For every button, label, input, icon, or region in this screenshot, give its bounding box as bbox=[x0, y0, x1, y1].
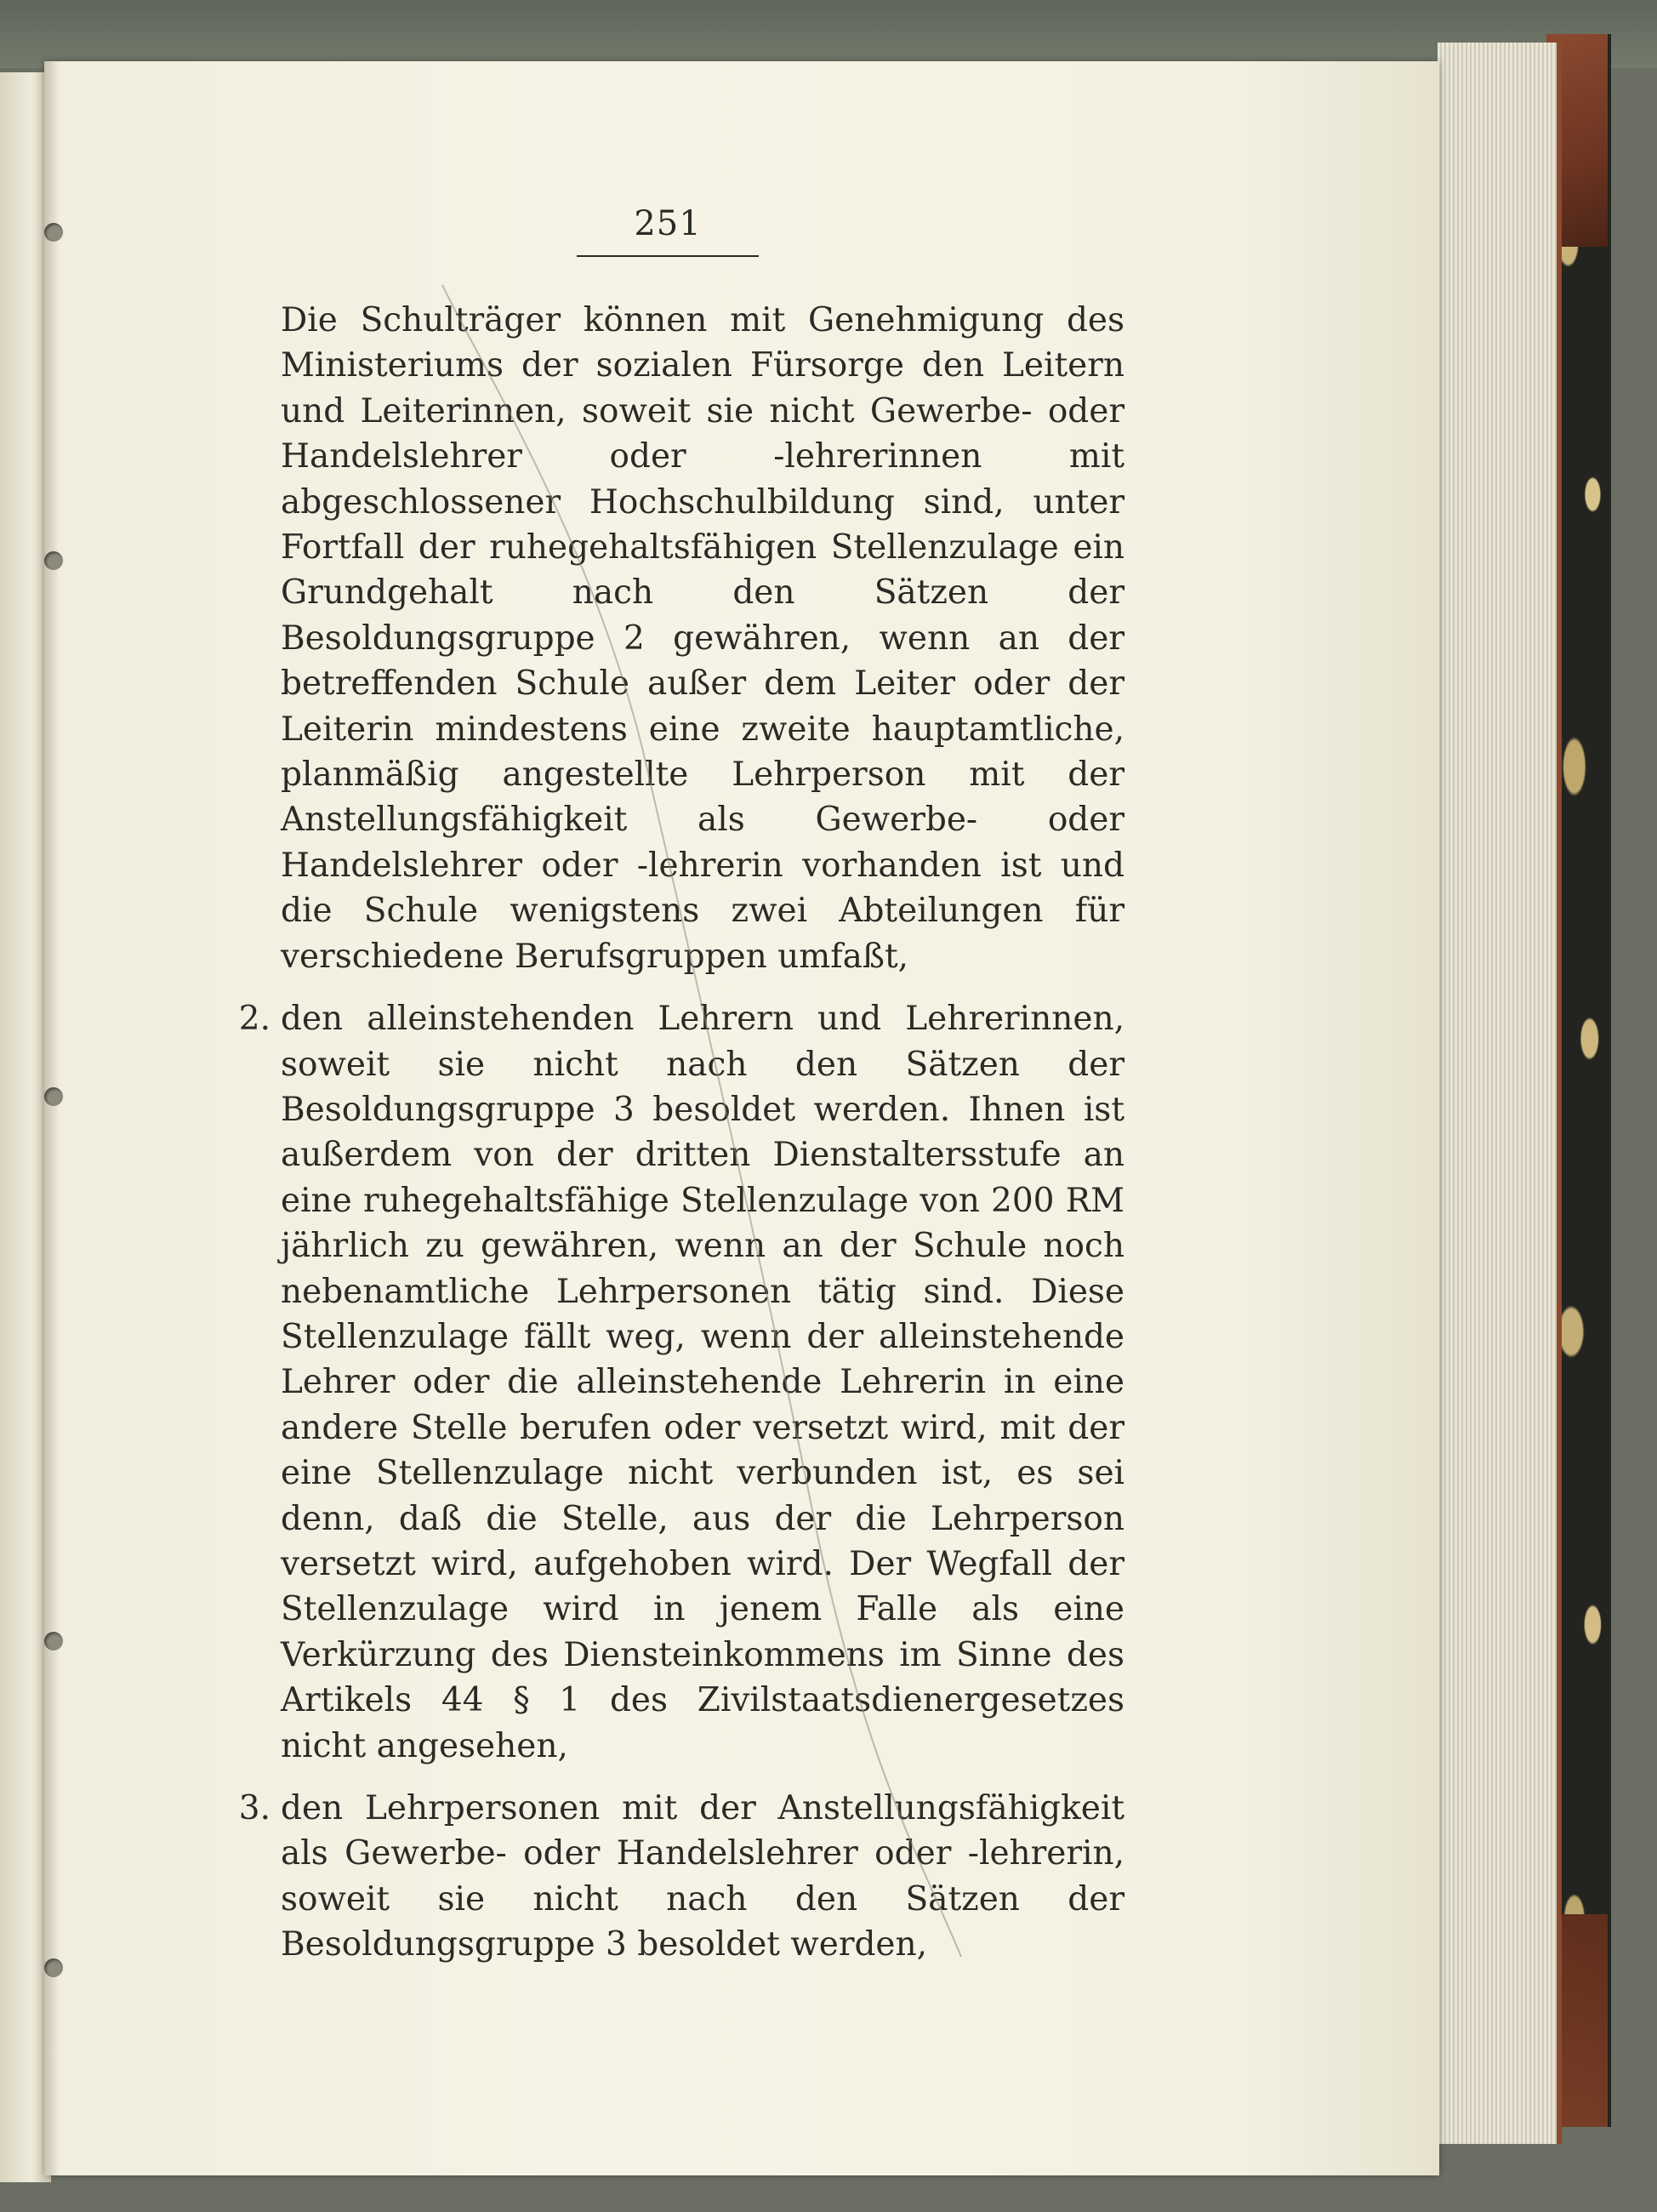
page-number: 251 bbox=[634, 204, 702, 243]
list-item-number: 3. bbox=[238, 1789, 270, 1827]
list-item-text: den Lehrpersonen mit der Anstellungsfähigkeit als Gewerbe- oder Handelslehrer oder -lehrerin, soweit sie nicht nach den Sätzen der Besoldungsgruppe 3 besoldet werden, bbox=[281, 1789, 1125, 1964]
list-item-number: 2. bbox=[238, 1000, 270, 1039]
binding-hole bbox=[44, 223, 63, 242]
list-item-text: den alleinstehenden Lehrern und Lehrerinnen, soweit sie nicht nach den Sätzen der Besoldungsgruppe 3 besoldet werden. Ihnen ist außerdem von der dritten Dienstaltersstufe an eine ruhegehaltsfähige Stellenzulage von 200 RM jährlich zu gewähren, wenn an der Schule noch nebenamtliche Lehrpersonen tätig sind. Diese Stellenzulage fällt weg, wenn der alleinstehende Lehrer oder die alleinstehende Lehrerin in eine andere Stelle berufen oder versetzt wird, mit der eine Stellenzulage nicht verbunden ist, es sei denn, daß die Stelle, aus der die Lehrperson versetzt wird, aufgehoben wird. Der Wegfall der Stellenzulage wird in jenem Falle als eine Verkürzung des Diensteinkommens im Sinne des Artikels 44 § 1 des Zivilstaatsdienergesetzes nicht angesehen, bbox=[281, 1000, 1125, 1765]
text-block bbox=[238, 298, 1125, 1968]
page-block-edges bbox=[1438, 43, 1562, 2144]
intro-paragraph: Die Schulträger können mit Genehmigung des Ministeriums der sozialen Fürsorge den Leitern und Leiterinnen, soweit sie nicht Gewerbe- oder Handelslehrer oder -lehrerinnen mit abgeschlossener Hochschulbildung sind, unter Fortfall der ruhegehaltsfähigen Stellenzulage ein Grundgehalt nach den Sätzen der Besoldungsgruppe 2 gewähren, wenn an der betreffenden Schule außer dem Leiter oder der Leiterin mindestens eine zweite hauptamtliche, planmäßig angestellte Lehrperson mit der Anstellungsfähigkeit als Gewerbe- oder Handelslehrer oder -lehrerin vorhanden ist und die Schule wenigstens zwei Abteilungen für verschiedene Berufsgruppen umfaßt, bbox=[281, 301, 1125, 976]
binding-hole bbox=[44, 1958, 63, 1977]
list-item bbox=[238, 996, 1125, 1769]
binding-hole bbox=[44, 1632, 63, 1650]
binding-hole bbox=[44, 1087, 63, 1106]
previous-page-edge bbox=[0, 72, 51, 2182]
list-item bbox=[238, 1786, 1125, 1968]
background-top bbox=[0, 0, 1657, 68]
page-number-rule bbox=[577, 255, 759, 257]
page-gutter-shadow bbox=[44, 61, 60, 2175]
binding-hole bbox=[44, 551, 63, 570]
